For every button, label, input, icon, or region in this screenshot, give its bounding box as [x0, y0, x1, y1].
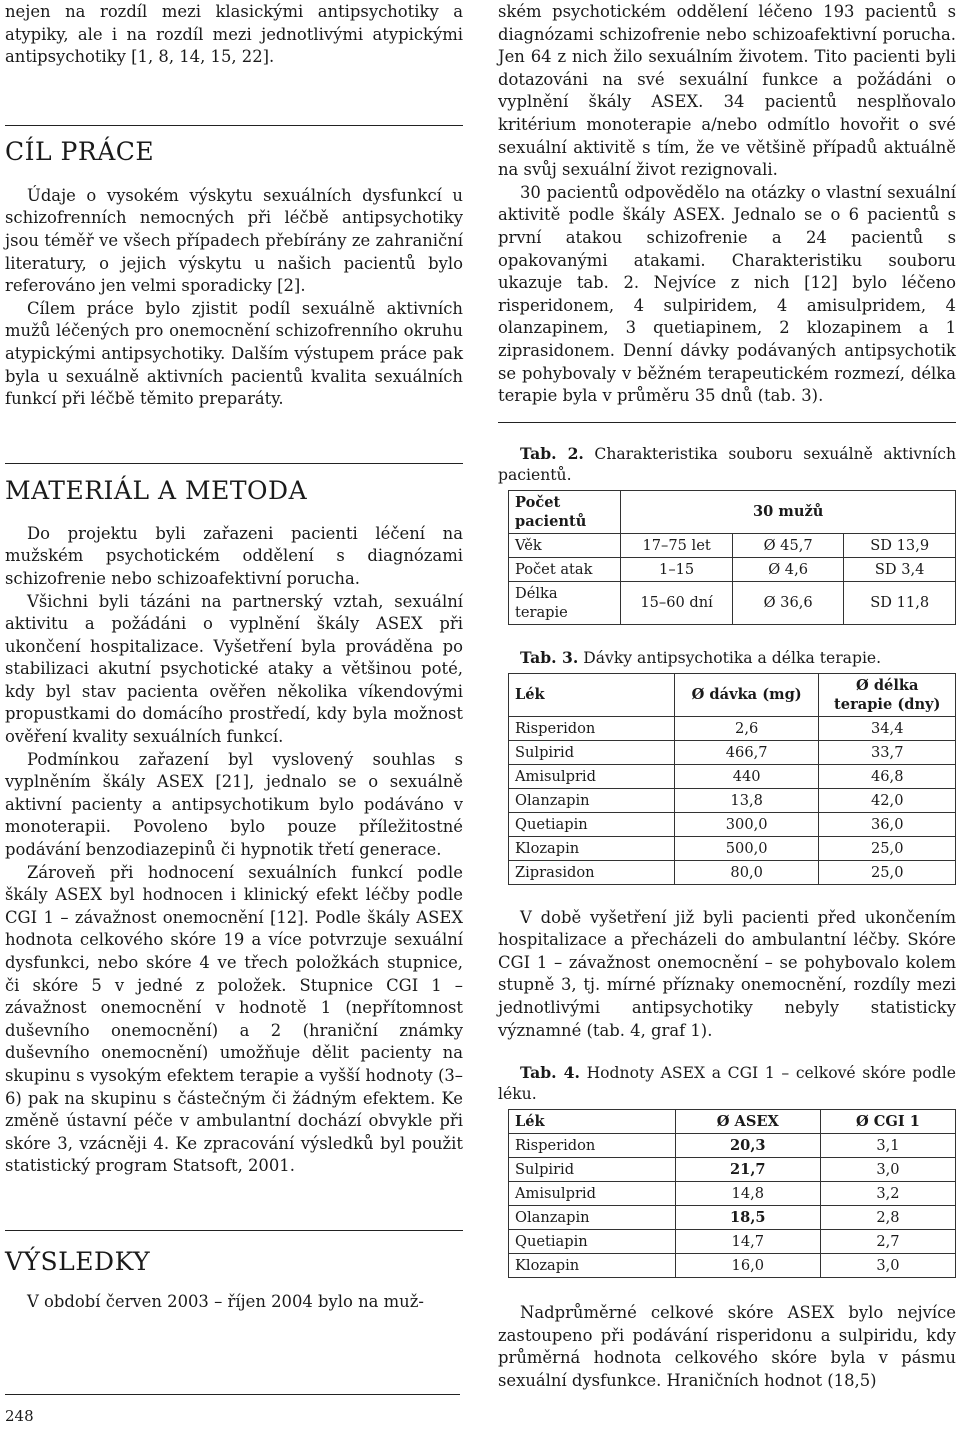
section-rule — [5, 463, 463, 464]
tab4-caption-text: Hodnoty ASEX a CGI 1 – celkové skóre podle léku. — [498, 1064, 956, 1104]
table-row — [509, 1206, 956, 1230]
table-cell: 14,7 — [675, 1230, 820, 1254]
tab4-label: Tab. 4. — [520, 1063, 580, 1083]
table-cell: Ø 36,6 — [732, 581, 844, 624]
table-header-cell: Ø dávka (mg) — [674, 673, 819, 716]
table-cell: SD 13,9 — [844, 533, 956, 557]
table-cell: Amisulprid — [509, 764, 675, 788]
mat-paragraph-1: Do projektu byli zařazeni pacienti léčení na mužském psychotickém oddělení s diagnózami schizofrenie nebo schizoafektivní porucha. — [5, 523, 463, 588]
table-cell: 34,4 — [819, 716, 956, 740]
table-cell: 466,7 — [674, 740, 819, 764]
table-cell: 1–15 — [621, 557, 732, 581]
table-cell: 2,6 — [674, 716, 819, 740]
mat-paragraph-3: Podmínkou zařazení byl vyslovený souhlas s vyplněním škály ASEX [21], jednalo se o sexuálně aktivní pacienty a antipsychotikum bylo podáváno v monoterapii. Povoleno bylo pouze příležitostné podávání benzodiazepinů či hypnotik třetí generace. — [5, 749, 463, 860]
table-row — [509, 1254, 956, 1278]
heading-material-metoda: MATERIÁL A METODA — [5, 475, 308, 505]
paragraph-doba: V době vyšetření již byli pacienti před ukončením hospitalizace a přecházeli do ambulantní léčby. Skóre CGI 1 – závažnost onemocnění – se pohybovalo kolem stupně 3, tj. mírné příznaky onemocnění, rozdíly mezi jednotlivými antipsychotiky nebyly statisticky významné (tab. 4, graf 1). — [498, 907, 956, 1040]
table-cell: Sulpirid — [509, 740, 675, 764]
heading-cil-prace: CÍL PRÁCE — [5, 136, 155, 166]
intro-paragraph: nejen na rozdíl mezi klasickými antipsychotiky a atypiky, ale i na rozdíl mezi jednotlivými atypickými antipsychotiky [1, 8, 14, 15, 22]. — [5, 2, 463, 67]
table-cell: 440 — [674, 764, 819, 788]
table-cell: Quetiapin — [509, 1230, 676, 1254]
table-header-row — [509, 490, 956, 533]
mat-paragraph-2: Všichni byli tázáni na partnerský vztah, sexuální aktivitu a požádáni o vyplnění škály ASEX při ukončení hospitalizace. Vyšetření byla prováděna po stabilizaci akutní psychotické ataky a většinou poté, kdy byl stav pacienta ověřen několika víkendovými propustkami do domácího prostředí, kdy byla možnost ověření kvality sexuálních funkcí. — [5, 591, 463, 747]
table-cell: 16,0 — [675, 1254, 820, 1278]
table-row — [509, 716, 956, 740]
table-cell: Ø 45,7 — [732, 533, 844, 557]
table-cell: 300,0 — [674, 812, 819, 836]
table-row — [509, 1158, 956, 1182]
table-cell: Ø 4,6 — [732, 557, 844, 581]
table-row — [509, 581, 956, 624]
tab3-caption — [498, 647, 956, 669]
table-cell: 500,0 — [674, 836, 819, 860]
table-cell: Risperidon — [509, 716, 675, 740]
table-cell: 36,0 — [819, 812, 956, 836]
table-row — [509, 812, 956, 836]
cil-paragraph-2: Cílem práce bylo zjistit podíl sexuálně aktivních mužů léčených pro onemocnění schizofrenního okruhu atypickými antipsychotiky. Dalším výstupem práce pak byla u sexuálně aktivních pacientů kvalita sexuálních funkcí při léčbě těmito preparáty. — [5, 298, 463, 409]
table-cell: Klozapin — [509, 1254, 676, 1278]
table-row — [509, 740, 956, 764]
footer-rule — [5, 1394, 460, 1395]
tab3-caption-text: Dávky antipsychotika a délka terapie. — [578, 648, 882, 667]
mat-paragraph-4: Zároveň při hodnocení sexuálních funkcí podle škály ASEX byl hodnocen i klinický efekt léčby podle CGI 1 – závažnost onemocnění [12]. Podle škály ASEX hodnota celkového skóre 19 a více potvrzuje sexuální dysfunkci, nebo skóre 4 ve třech položkách stupnice, či skóre 5 v jedné z položek. Stupnice CGI 1 – závažnost onemocnění v hodnotě 1 (nepřítomnost duševního onemocnění) a 2 (hraniční známky duševního onemocnění) umožňuje dělit pacienty na skupinu s vysokým efektem terapie a vyšší hodnoty (3–6) pak na skupinu s částečným či žádným efektem. Ke změně ústavní péče v ambulantní dochází obvykle při skóre 3, vzácněji 4. Ke zpracování výsledků byl použit statistický program Statsoft, 2001. — [5, 862, 463, 1176]
paragraph-30-patients: 30 pacientů odpovědělo na otázky o vlastní sexuální aktivitě podle škály ASEX. Jednalo se o 6 pacientů s první atakou schizofrenie a 24 pacientů s opakovanými atakami. Charakteristiku souboru ukazuje tab. 2. Nejvíce z nich [12] bylo léčeno risperidonem, 4 sulpiridem, 4 amisulpridem, 4 olanzapinem, 3 quetiapinem, 2 klozapinem a 1 ziprasidonem. Denní dávky podávaných antipsychotik se pohybovaly v běžném terapeutickém rozmezí, délka terapie byla v průměru 35 dnů (tab. 3). — [498, 182, 956, 406]
table-row — [509, 764, 956, 788]
table-row — [509, 557, 956, 581]
table-cell: Olanzapin — [509, 1206, 676, 1230]
table-cell: 18,5 — [675, 1206, 820, 1230]
table-row — [509, 1182, 956, 1206]
table-header-cell: 30 mužů — [621, 490, 956, 533]
tab4-caption — [498, 1062, 956, 1105]
table-cell: Sulpirid — [509, 1158, 676, 1182]
right-column — [498, 0, 956, 1393]
table-row — [509, 1134, 956, 1158]
table-row — [509, 836, 956, 860]
section-rule — [498, 422, 956, 423]
table-cell: Risperidon — [509, 1134, 676, 1158]
table-cell: 21,7 — [675, 1158, 820, 1182]
table-cell: 15–60 dní — [621, 581, 732, 624]
section-rule — [5, 125, 463, 126]
table-row — [509, 788, 956, 812]
table-cell: Počet atak — [509, 557, 621, 581]
table-header-row — [509, 1110, 956, 1134]
table-4 — [508, 1109, 956, 1278]
continued-paragraph: ském psychotickém oddělení léčeno 193 pacientů s diagnózami schizofrenie nebo schizoafektivní porucha. Jen 64 z nich žilo sexuálním životem. Tito pacienti byli dotazováni na své sexuální funkce a požádáni o vyplnění škály ASEX. 34 pacientů nesplňovalo kritérium monoterapie a/nebo odmítlo hovořit o své sexuální aktivitě s tím, že ve většině případů aktuálně na svůj sexuální život rezignovali. — [498, 2, 956, 180]
table-header-cell: Lék — [509, 673, 675, 716]
paragraph-nadprumerne: Nadprůměrné celkové skóre ASEX bylo nejvíce zastoupeno při podávání risperidonu a sulpiridu, kdy průměrná hodnota celkového skóre byla v pásmu sexuální dysfunkce. Hraničních hodnot (18,5) — [498, 1303, 956, 1391]
section-rule — [5, 1230, 463, 1231]
table-row — [509, 860, 956, 884]
table-cell: 2,8 — [820, 1206, 955, 1230]
cil-paragraph-1: Údaje o vysokém výskytu sexuálních dysfunkcí u schizofrenních nemocných při léčbě antipsychotiky jsou téměř ve všech případech přebírány ze zahraniční literatury, o jejich výskytu u našich pacientů bylo referováno jen velmi sporadicky [2]. — [5, 185, 463, 296]
table-cell: Délka terapie — [509, 581, 621, 624]
table-header-row — [509, 673, 956, 716]
table-2 — [508, 490, 956, 625]
heading-vysledky: VÝSLEDKY — [5, 1246, 151, 1276]
table-cell: 25,0 — [819, 836, 956, 860]
table-header-cell: Ø CGI 1 — [820, 1110, 955, 1134]
tab2-label: Tab. 2. — [520, 443, 584, 463]
table-cell: 3,0 — [820, 1158, 955, 1182]
table-cell: 3,1 — [820, 1134, 955, 1158]
table-cell: 14,8 — [675, 1182, 820, 1206]
table-cell: 46,8 — [819, 764, 956, 788]
vys-paragraph-1: V období červen 2003 – říjen 2004 bylo na muž- — [27, 1291, 424, 1311]
table-cell: 13,8 — [674, 788, 819, 812]
table-cell: 3,0 — [820, 1254, 955, 1278]
table-cell: SD 3,4 — [844, 557, 956, 581]
table-row — [509, 533, 956, 557]
table-header-cell: Lék — [509, 1110, 676, 1134]
table-cell: Klozapin — [509, 836, 675, 860]
table-cell: SD 11,8 — [844, 581, 956, 624]
table-header-cell: Ø délka terapie (dny) — [819, 673, 956, 716]
table-3 — [508, 673, 956, 885]
table-cell: Ziprasidon — [509, 860, 675, 884]
table-header-cell: Počet pacientů — [509, 490, 621, 533]
left-column — [5, 0, 463, 1314]
table-cell: 20,3 — [675, 1134, 820, 1158]
table-cell: 2,7 — [820, 1230, 955, 1254]
tab2-caption — [498, 443, 956, 486]
table-header-cell: Ø ASEX — [675, 1110, 820, 1134]
tab2-caption-text: Charakteristika souboru sexuálně aktivních pacientů. — [498, 444, 957, 484]
table-cell: 33,7 — [819, 740, 956, 764]
table-cell: Věk — [509, 533, 621, 557]
table-cell: 42,0 — [819, 788, 956, 812]
table-cell: 3,2 — [820, 1182, 955, 1206]
table-cell: Quetiapin — [509, 812, 675, 836]
table-row — [509, 1230, 956, 1254]
table-cell: 80,0 — [674, 860, 819, 884]
table-cell: 17–75 let — [621, 533, 732, 557]
page-number: 248 — [5, 1407, 34, 1425]
table-cell: Amisulprid — [509, 1182, 676, 1206]
table-cell: Olanzapin — [509, 788, 675, 812]
tab3-label: Tab. 3. — [520, 647, 579, 667]
table-cell: 25,0 — [819, 860, 956, 884]
